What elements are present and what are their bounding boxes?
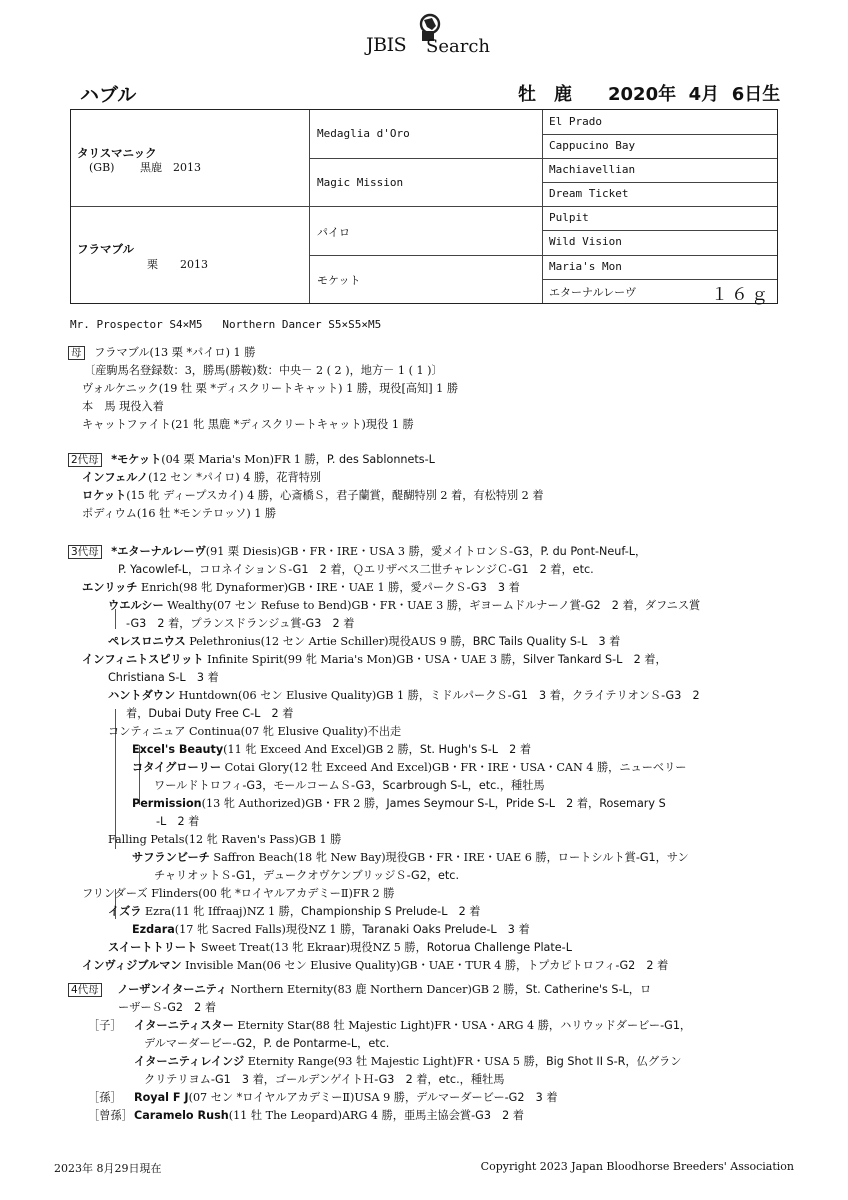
g3-line-4-race: ギヨームドルナーノ賞-G2 2 着，ダフニス賞 xyxy=(469,599,701,612)
g3-line-15-detail: (13 牝 Authorized)GB・FR 2 勝， xyxy=(201,797,387,810)
g3-line-13-race: ニューベリー xyxy=(619,761,687,774)
g3-line-20: フリンダーズ Flinders(00 牝 *ロイヤルアカデミーⅡ)FR 2 勝 xyxy=(82,887,395,900)
g3-line-11: コンティニュア Continua(07 牝 Elusive Quality)不出走 xyxy=(108,725,402,738)
g4-line-1-race: St. Catherine's S-L，ロ xyxy=(525,983,652,996)
g3-line-22-detail: (17 牝 Sacred Falls)現役NZ 1 勝， xyxy=(174,923,363,936)
g4-line-8-race: 亜馬主協会賞-G3 2 着 xyxy=(403,1109,524,1122)
g3-line-5: -G3 2 着，プランスドランジュ賞-G3 2 着 xyxy=(126,617,355,630)
pedigree-dsd: Wild Vision xyxy=(549,235,622,248)
g3-line-4-detail: Wealthy(07 セン Refuse to Bend)GB・FR・UAE 3 勝， xyxy=(163,599,470,612)
g3-line-22-race: Taranaki Oaks Prelude-L 3 着 xyxy=(362,923,530,936)
dam-cell xyxy=(71,207,309,303)
dam-line-4: 本 馬 現役入着 xyxy=(82,400,164,413)
g3-line-6-detail: Pelethronius(12 セン Artie Schiller)現役AUS 9 勝， xyxy=(185,635,473,648)
g3-line-3-detail: Enrich(98 牝 Dynaformer)GB・IRE・UAE 1 勝， xyxy=(137,581,411,594)
g3-line-6-race: BRC Tails Quality S-L 3 着 xyxy=(472,635,621,648)
g2-line-2-name: インフェルノ xyxy=(82,471,149,484)
g3-line-12-race: St. Hugh's S-L 2 着 xyxy=(419,743,532,756)
pedigree-ds: パイロ xyxy=(317,226,350,239)
g3-line-8: Christiana S-L 3 着 xyxy=(108,671,219,684)
g3-line-2: P. Yacowlef-L，コロネイションＳ-G1 2 着，Ｑエリザベス二世チャレンジＣ-G1 2 着，etc. xyxy=(118,563,594,576)
g3-line-23-name: スイートトリート xyxy=(108,941,198,954)
pedigree-ss: Medaglia d'Oro xyxy=(317,127,410,140)
g3-line-3-race: 愛パークＳ-G3 3 着 xyxy=(410,581,520,594)
g3-line-7-detail: Infinite Spirit(99 牝 Maria's Mon)GB・USA・UAE 3 勝， xyxy=(203,653,523,666)
g2-line-4: ポディウム(16 牡 *モンテロッソ) 1 勝 xyxy=(82,507,277,520)
pedigree-dds: Maria's Mon xyxy=(549,260,622,273)
g3-line-1-detail: (91 栗 Diesis)GB・FR・IRE・USA 3 勝， xyxy=(205,545,431,558)
pedigree-dss: Pulpit xyxy=(549,211,589,224)
g3-line-16: -L 2 着 xyxy=(156,815,200,828)
sire-detail: (GB) 黒鹿 2013 xyxy=(89,161,201,174)
g3-line-14: ワールドトロフィ-G3，モールコームＳ-G3，Scarbrough S-L，etc.，種牡馬 xyxy=(154,779,545,792)
g2-line-1-race: P. des Sablonnets-L xyxy=(326,453,435,466)
g3-line-3-name: エンリッチ xyxy=(82,581,138,594)
dam-line-3: ヴォルケニック(19 牡 栗 *ディスクリートキャット) 1 勝，現役[高知] 1 勝 xyxy=(82,382,459,395)
g3-line-4-name: ウエルシー xyxy=(108,599,164,612)
third-dam-section xyxy=(68,543,788,972)
g4-line-1-name: ノーザンイターニティ xyxy=(117,983,228,996)
pedigree-sss: El Prado xyxy=(549,115,602,128)
g4-line-6: クリテリヨム-G1 3 着，ゴールデンゲイトＨ-G3 2 着，etc.，種牡馬 xyxy=(144,1073,505,1086)
g2-line-3-name: ロケット xyxy=(82,489,127,502)
g4-line-3-race: ハリウッドダービー-G1， xyxy=(560,1019,692,1032)
g3-line-21-race: Championship S Prelude-L 2 着 xyxy=(301,905,481,918)
g3-line-18-name: サフランビーチ xyxy=(132,851,210,864)
g3-line-18-detail: Saffron Beach(18 牝 New Bay)現役GB・FR・IRE・UAE 6 勝， xyxy=(209,851,558,864)
g3-line-12-detail: (11 牝 Exceed And Excel)GB 2 勝， xyxy=(223,743,420,756)
dam-section xyxy=(68,344,788,434)
g3-line-7-name: インフィニトスピリット xyxy=(82,653,204,666)
g3-line-24-detail: Invisible Man(06 セン Elusive Quality)GB・UAE・TUR 4 勝， xyxy=(181,959,528,972)
sire-cell xyxy=(71,110,309,206)
g2-line-1-detail: (04 栗 Maria's Mon)FR 1 勝， xyxy=(161,453,327,466)
g3-line-7-race: Silver Tankard S-L 2 着， xyxy=(522,653,667,666)
g4-line-7-name: Royal F J xyxy=(134,1091,189,1104)
g3-line-9-race: ミドルパークＳ-G1 3 着，クライテリオンＳ-G3 2 xyxy=(430,689,700,702)
g4-line-3-detail: Eternity Star(88 牡 Majestic Light)FR・USA・ARG 4 勝， xyxy=(233,1019,561,1032)
pedigree-sd: Magic Mission xyxy=(317,176,404,189)
pedigree-table xyxy=(70,109,778,304)
g3-line-12-name: Excel's Beauty xyxy=(132,743,224,756)
g3-line-21-detail: Ezra(11 牝 Iffraaj)NZ 1 勝， xyxy=(141,905,302,918)
g4-line-5-name: イターニティレインジ xyxy=(134,1055,245,1068)
g3-line-6-name: ペレスロニウス xyxy=(108,635,186,648)
logo-jbis-text: JBIS xyxy=(366,34,407,56)
g4-line-3-name: イターニティスター xyxy=(134,1019,234,1032)
g3-line-10: 着，Dubai Duty Free C-L 2 着 xyxy=(126,707,294,720)
g4-great-grandchild-prefix: ［曾孫］ xyxy=(88,1109,133,1122)
g4-line-8-detail: (11 牡 The Leopard)ARG 4 勝， xyxy=(228,1109,404,1122)
g3-line-13-detail: Cotai Glory(12 牡 Exceed And Excel)GB・FR・IRE・USA・CAN 4 勝， xyxy=(221,761,620,774)
g4-line-7-detail: (07 セン *ロイヤルアカデミーⅡ)USA 9 勝， xyxy=(188,1091,417,1104)
dam-line-1: フラマブル(13 栗 *パイロ) 1 勝 xyxy=(94,346,256,359)
g3-line-13-name: コタイグローリー xyxy=(132,761,222,774)
inbreeding-note: Mr. Prospector S4×M5 Northern Dancer S5×S5×M5 xyxy=(70,318,382,331)
g3-line-1-name: *エターナルレーヴ xyxy=(111,545,206,558)
g3-line-21-name: イズラ xyxy=(108,905,142,918)
g3-line-23-race: Rotorua Challenge Plate-L xyxy=(426,941,572,954)
pedigree-sdd: Dream Ticket xyxy=(549,187,629,200)
g4-line-5-detail: Eternity Range(93 牡 Majestic Light)FR・USA 5 勝， xyxy=(244,1055,546,1068)
g2-line-2-detail: (12 セン *パイロ) 4 勝，花背特別 xyxy=(148,471,322,484)
footer-copyright: Copyright 2023 Japan Bloodhorse Breeders' Association xyxy=(480,1160,794,1173)
horse-birth-info: 牡 鹿 2020年 4月 6日生 xyxy=(518,84,781,105)
horse-name: ハブル xyxy=(80,84,137,106)
g4-line-7-race: デルマーダービー-G2 3 着 xyxy=(416,1091,558,1104)
third-dam-tag: 3代母 xyxy=(68,545,102,559)
g3-line-24-race: トプカピトロフィ-G2 2 着 xyxy=(527,959,669,972)
g2-line-1-name: *モケット xyxy=(111,453,162,466)
g3-line-23-detail: Sweet Treat(13 牝 Ekraar)現役NZ 5 勝， xyxy=(197,941,427,954)
g3-line-17: Falling Petals(12 牝 Raven's Pass)GB 1 勝 xyxy=(108,833,342,846)
g3-line-24-name: インヴィジブルマン xyxy=(82,959,182,972)
g2-line-3-detail: (15 牝 ディープスカイ) 4 勝，心斎橋Ｓ，君子蘭賞，醍醐特別 2 着，有松特別 2 着 xyxy=(126,489,544,502)
g3-line-18-race: ロートシルト賞-G1，サン xyxy=(557,851,689,864)
dam-detail: 栗 2013 xyxy=(147,258,208,271)
jbis-search-logo xyxy=(366,12,506,56)
dam-tag: 母 xyxy=(68,346,85,360)
pedigree-ssd: Cappucino Bay xyxy=(549,139,636,152)
pedigree-score: １６ｇ xyxy=(711,285,771,305)
pedigree-ddd: エターナルレーヴ xyxy=(549,286,637,299)
fourth-dam-section xyxy=(68,981,788,1121)
g4-line-1-detail: Northern Eternity(83 鹿 Northern Dancer)GB 2 勝， xyxy=(227,983,526,996)
pedigree-sds: Machiavellian xyxy=(549,163,636,176)
g3-line-15-race: James Seymour S-L，Pride S-L 2 着，Rosemary S xyxy=(386,797,666,810)
logo-search-text: Search xyxy=(426,36,490,57)
g3-line-22-name: Ezdara xyxy=(132,923,175,936)
footer-date: 2023年 8月29日現在 xyxy=(54,1162,162,1175)
second-dam-section xyxy=(68,451,788,523)
fourth-dam-tag: 4代母 xyxy=(68,983,102,997)
second-dam-tag: 2代母 xyxy=(68,453,102,467)
g3-line-19: チャリオットＳ-G1，デュークオヴケンブリッジＳ-G2，etc. xyxy=(154,869,459,882)
g4-line-8-name: Caramelo Rush xyxy=(134,1109,229,1122)
g4-line-2: ーザーＳ-G2 2 着 xyxy=(118,1001,217,1014)
g3-line-1-race: 愛メイトロンＳ-G3，P. du Pont-Neuf-L， xyxy=(430,545,647,558)
g3-line-9-detail: Huntdown(06 セン Elusive Quality)GB 1 勝， xyxy=(175,689,431,702)
g4-grandchild-prefix: ［孫］ xyxy=(88,1091,122,1104)
dam-line-5: キャットファイト(21 牝 黒鹿 *ディスクリートキャット)現役 1 勝 xyxy=(82,418,414,431)
sire-name: タリスマニック xyxy=(77,146,157,160)
dam-name: フラマブル xyxy=(77,242,135,256)
dam-line-2: 〔産駒馬名登録数：3，勝馬(勝鞍)数：中央－ 2 ( 2 )，地方－ 1 ( 1 )〕 xyxy=(84,364,443,377)
g3-line-15-name: Permission xyxy=(132,797,202,810)
g4-line-5-race: Big Shot II S-R，仏グラン xyxy=(545,1055,682,1068)
g3-line-9-name: ハントダウン xyxy=(108,689,176,702)
g4-offspring-prefix: ［子］ xyxy=(88,1019,122,1032)
g4-line-4: デルマーダービー-G2，P. de Pontarme-L，etc. xyxy=(144,1037,390,1050)
pedigree-dd: モケット xyxy=(317,274,361,287)
